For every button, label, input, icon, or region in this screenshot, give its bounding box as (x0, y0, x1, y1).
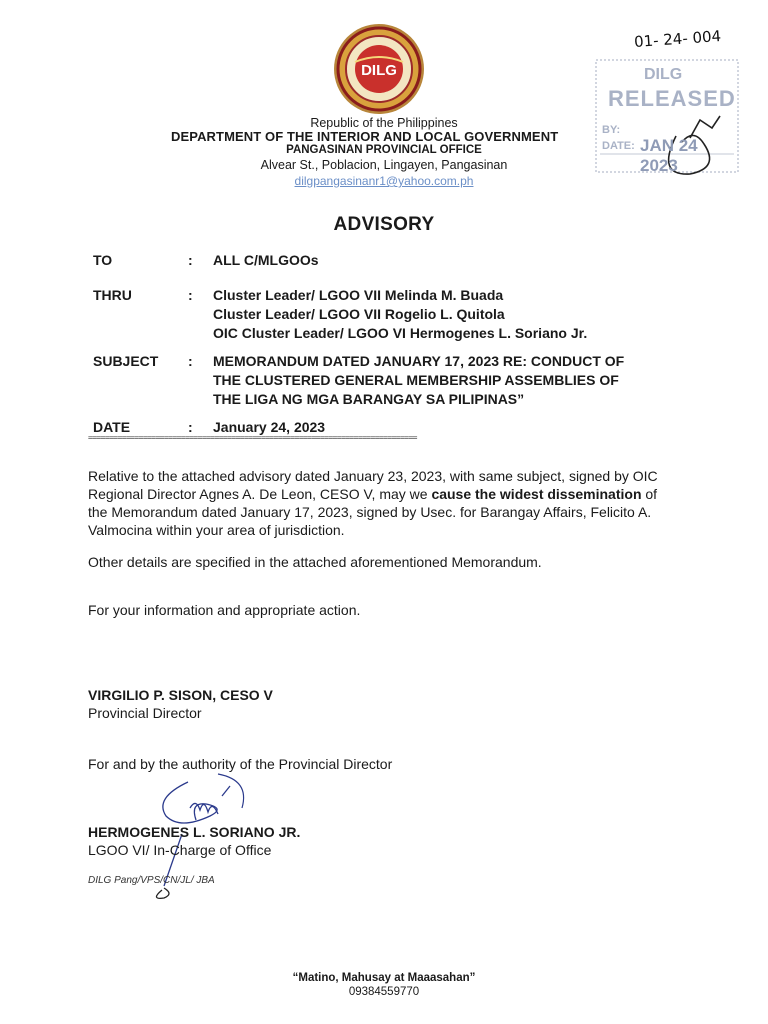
stamp-date-value: JAN 24 2023 (640, 136, 698, 175)
document-title: ADVISORY (333, 214, 435, 235)
office-name: PANGASINAN PROVINCIAL OFFICE (286, 144, 482, 156)
emphasis-text: cause the widest dissemination (431, 486, 642, 502)
subject-line: MEMORANDUM DATED JANUARY 17, 2023 RE: CONDUCT OF (213, 353, 625, 369)
to-value: ALL C/MLGOOs (213, 252, 319, 268)
authority-line: For and by the authority of the Provincial Director (88, 756, 393, 772)
thru-value (213, 286, 587, 343)
body-paragraph-1: Relative to the attached advisory dated January 23, 2023, with same subject, signed by OIC Regional Director Agnes A. De Leon, CESO V, may we cause the widest dissemination of the Memorandum dated January 17, 2023, signed by Usec. for Barangay Affairs, Felicito A. Valmocina within your area of jurisdiction. (88, 468, 658, 538)
office-email-link[interactable]: dilgpangasinanr1@yahoo.com.ph (294, 174, 474, 188)
thru-line: Cluster Leader/ LGOO VII Rogelio L. Quitola (213, 306, 505, 322)
to-colon: : (188, 252, 193, 268)
subject-colon: : (188, 353, 193, 369)
director-name: VIRGILIO P. SISON, CESO V (88, 687, 273, 703)
department-name: DEPARTMENT OF THE INTERIOR AND LOCAL GOVERNMENT (171, 129, 559, 144)
subject-value (213, 352, 624, 409)
director-title: Provincial Director (88, 705, 202, 721)
thru-line: Cluster Leader/ LGOO VII Melinda M. Buada (213, 287, 504, 303)
stamp-agency: DILG (644, 66, 683, 83)
body-paragraph-2: Other details are specified in the attached aforementioned Memorandum. (88, 554, 542, 570)
date-colon: : (188, 419, 193, 435)
released-stamp (594, 58, 740, 178)
footer-phone: 09384559770 (348, 986, 420, 998)
subject-line: THE LIGA NG MGA BARANGAY SA PILIPINAS” (213, 391, 525, 407)
footer-motto: “Matino, Mahusay at Maaasahan” (292, 972, 476, 984)
seal-text: DILG (361, 62, 397, 79)
dilg-seal-logo (332, 22, 426, 116)
subject-label: SUBJECT (93, 353, 159, 369)
date-label: DATE (93, 419, 131, 435)
thru-line: OIC Cluster Leader/ LGOO VI Hermogenes L. Soriano Jr. (213, 325, 588, 341)
date-value: January 24, 2023 (213, 419, 326, 435)
stamp-status: RELEASED (608, 86, 736, 111)
oic-name: HERMOGENES L. SORIANO JR. (88, 824, 301, 840)
to-label: TO (93, 252, 113, 268)
country-line: Republic of the Philippines (310, 116, 458, 130)
stamp-by-label: BY: (602, 124, 621, 136)
thru-label: THRU (93, 287, 132, 303)
body-paragraph-3: For your information and appropriate action. (88, 602, 361, 618)
oic-title: LGOO VI/ In-Charge of Office (88, 842, 272, 858)
subject-line: THE CLUSTERED GENERAL MEMBERSHIP ASSEMBLIES OF (213, 372, 619, 388)
control-number: 01- 24- 004 (633, 26, 722, 52)
reference-initials: DILG Pang/VPS/CN/JL/ JBA (88, 875, 215, 886)
thru-colon: : (188, 287, 193, 303)
office-address: Alvear St., Poblacion, Lingayen, Pangasinan (260, 158, 508, 172)
separator-line: ============================================================================== (88, 434, 417, 442)
stamp-date-label: DATE: (602, 140, 635, 152)
